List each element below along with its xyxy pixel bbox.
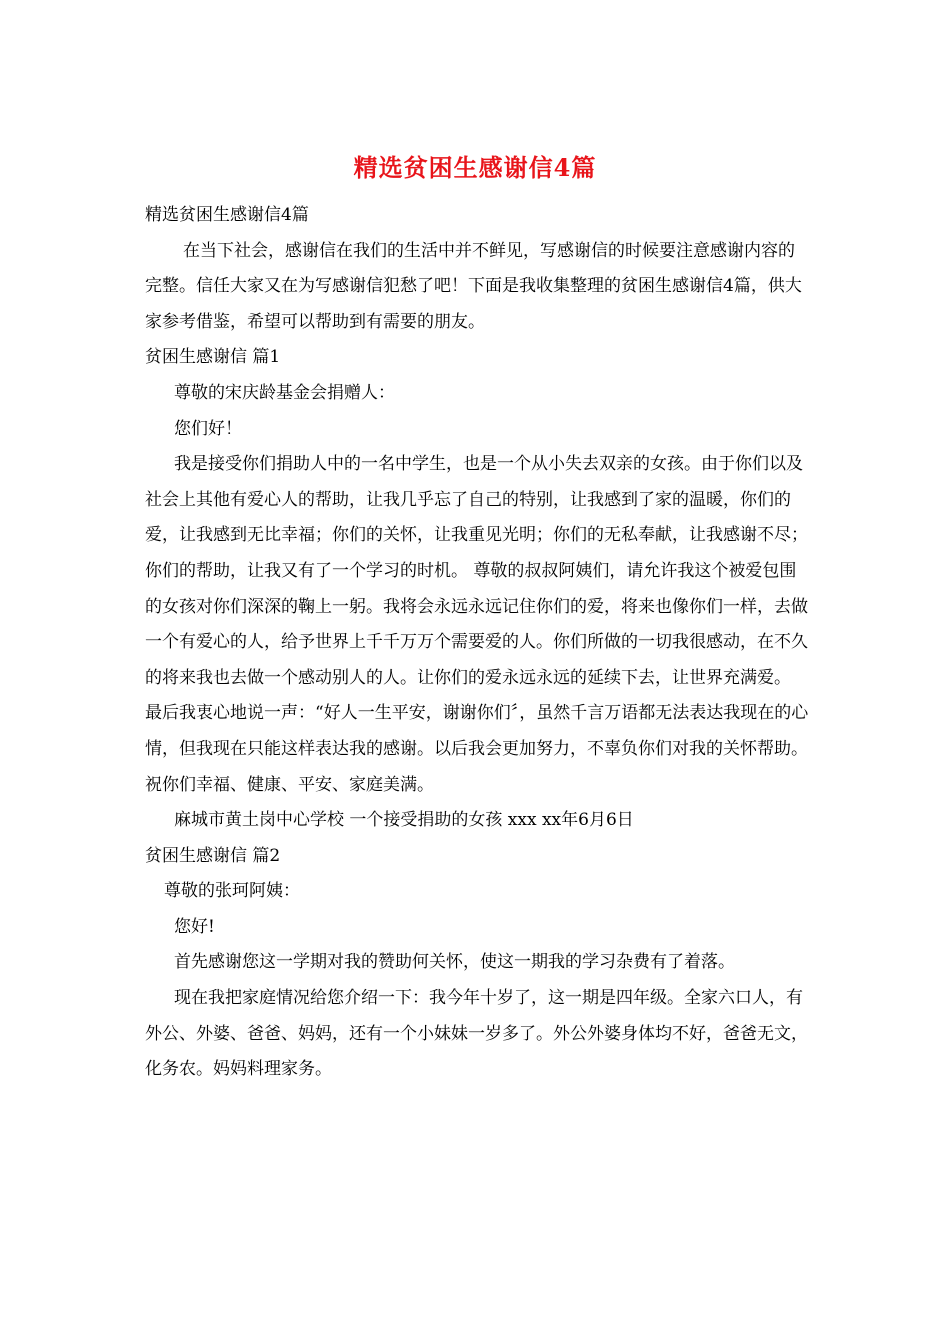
document-body	[145, 198, 810, 1088]
greeting-1: 您们好！	[174, 418, 242, 439]
letter-body-1: 我是接受你们捐助人中的一名中学生，也是一个从小失去双亲的女孩。由于你们以及社会上其他有爱心人的帮助，让我几乎忘了自己的特别，让我感到了家的温暖，你们的爱，让我感到无比幸福；你们的关怀，让我重见光明；你们的无私奉献，让我感谢不尽；你们的帮助，让我又有了一个学习的时机。 尊敬的叔叔阿姨们，请允许我这个被爱包围的女孩对你们深深的鞠上一躬。我将会永远永远记住你们的爱，将来也像你们一样，去做一个有爱心的人，给予世界上千千万万个需要爱的人。你们所做的一切我很感动，在不久的将来我也去做一个感动别人的人。让你们的爱永远永远的延续下去，让世界充满爱。 最后我衷心地说一声：“好人一生平安，谢谢你们〞，虽然千言万语都无法表达我现在的心情，但我现在只能这样表达我的感谢。以后我会更加努力，不辜负你们对我的关怀帮助。 祝你们幸福、健康、平安、家庭美满。	[145, 454, 809, 795]
subtitle-line: 精选贫困生感谢信4篇	[145, 205, 309, 225]
letter-paragraph-2b: 现在我把家庭情况给您介绍一下：我今年十岁了，这一期是四年级。全家六口人，有外公、外婆、爸爸、妈妈，还有一个小妹妹一岁多了。外公外婆身体均不好，爸爸无文，化务农。妈妈料理家务。	[145, 988, 808, 1080]
salutation-1: 尊敬的宋庆龄基金会捐赠人：	[174, 382, 395, 403]
section-heading-2: 贫困生感谢信 篇2	[145, 845, 281, 866]
letter-paragraph-2a: 首先感谢您这一学期对我的赞助何关怀，使这一期我的学习杂费有了着落。	[174, 952, 735, 973]
salutation-2: 尊敬的张珂阿姨：	[164, 881, 300, 902]
section-heading-1: 贫困生感谢信 篇1	[145, 347, 281, 368]
greeting-2: 您好!	[174, 916, 215, 937]
document-title: 精选贫困生感谢信4篇	[353, 153, 597, 182]
intro-paragraph: 在当下社会，感谢信在我们的生活中并不鲜见，写感谢信的时候要注意感谢内容的完整。信任大家又在为写感谢信犯愁了吧！下面是我收集整理的贫困生感谢信4篇，供大家参考借鉴，希望可以帮助到有需要的朋友。	[145, 240, 802, 332]
signature-1: 麻城市黄土岗中心学校 一个接受捐助的女孩 xxx xx年6月6日	[174, 810, 634, 831]
